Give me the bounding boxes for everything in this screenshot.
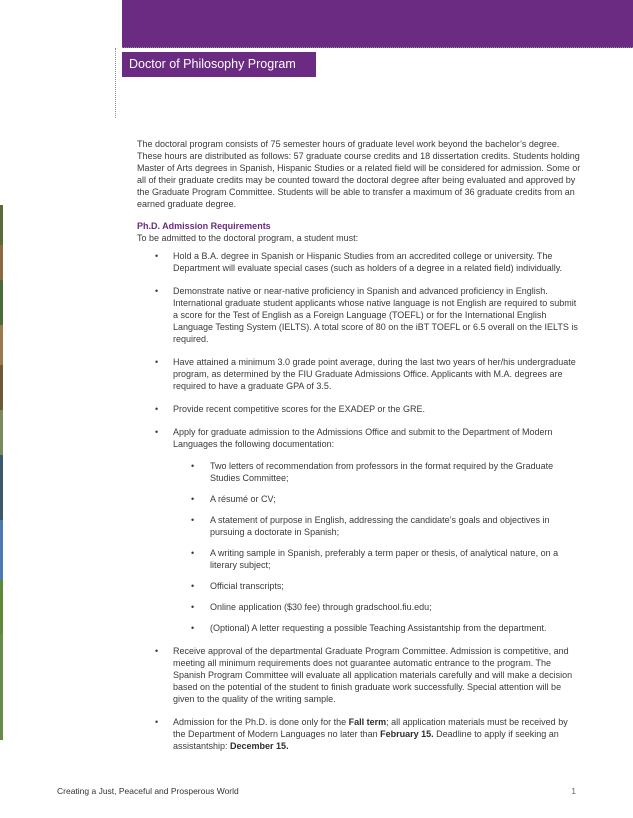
document-item: • A statement of purpose in English, addressing the candidate’s goals and objectives in pursuing a doctorate in Spanish; (173, 514, 582, 538)
section-title: Doctor of Philosophy Program (122, 52, 316, 77)
requirement-item: • Hold a B.A. degree in Spanish or Hispanic Studies from an accredited college or university. The Department will evaluate special cases (such as holders of a degree in a related field) individually. (137, 250, 582, 274)
application-deadline: February 15. (380, 729, 434, 739)
requirement-item: • Receive approval of the departmental Graduate Program Committee. Admission is competitive, and meeting all minimum requirements does not guarantee automatic entrance to the program. The Spanish Program Committee will evaluate all application materials carefully and will make a decision based on the potential of the student to finish graduate work successfully. Special attention will be given to the quality of the writing sample. (137, 645, 582, 705)
documents-list (173, 460, 582, 634)
requirement-item: • Admission for the Ph.D. is done only for the Fall term; all application materials must be received by the Department of Modern Languages no later than February 15. Deadline to apply if seeking an assistantship: December 15. (137, 716, 582, 752)
requirement-item: • Provide recent competitive scores for the EXADEP or the GRE. (137, 403, 582, 415)
document-item: • Official transcripts; (173, 580, 582, 592)
intro-paragraph: The doctoral program consists of 75 semester hours of graduate level work beyond the bachelor’s degree. These hours are distributed as follows: 57 graduate course credits and 18 dissertation credits. Students holding Master of Arts degrees in Spanish, Hispanic Studies or a related field will be considered for admission. Some or all of their graduate credits may be counted toward the doctoral degree after being evaluated and approved by the Graduate Program Committee. Students will be able to transfer a maximum of 36 graduate credits from an earned graduate degree. (137, 139, 581, 209)
document-item: • A résumé or CV; (173, 493, 582, 505)
document-item: • Online application ($30 fee) through gradschool.fiu.edu; (173, 601, 582, 613)
requirement-item: • Apply for graduate admission to the Admissions Office and submit to the Department of Modern Languages the following documentation: • Two letters of recommendation from professors in the format required by the Graduate Studies Committee; • A résumé or CV; • A statement of purpose in English, addressing the candidate’s goals and objectives in pursuing a doctorate in Spanish; • A writing sample in Spanish, preferably a term paper or thesis, of analytical nature, on a literary subject; • Official transcripts; • Online application ($30 fee) through gradschool.fiu.edu; • (Optional) A letter requesting a possible Teaching Assistantship from the department. (137, 426, 582, 634)
assistantship-deadline: December 15. (230, 741, 289, 751)
admission-heading: Ph.D. Admission Requirements (137, 221, 271, 231)
document-item: • Two letters of recommendation from professors in the format required by the Graduate Studies Committee; (173, 460, 582, 484)
main-content (137, 138, 582, 763)
header-banner (122, 0, 633, 48)
requirements-list (137, 250, 582, 752)
requirement-item: • Demonstrate native or near-native proficiency in Spanish and advanced proficiency in English. International graduate student applicants whose native language is not English are required to submit a score for the Test of English as a Foreign Language (TOEFL) or for the International English Language Testing System (IELTS). A total score of 80 on the iBT TOEFL or 6.5 overall on the IELTS is required. (137, 285, 582, 345)
fall-term: Fall term (348, 717, 387, 727)
requirement-item: • Have attained a minimum 3.0 grade point average, during the last two years of her/his undergraduate program, as determined by the FIU Graduate Admissions Office. Applicants with M.A. degrees are required to have a graduate GPA of 3.5. (137, 356, 582, 392)
document-item: • A writing sample in Spanish, preferably a term paper or thesis, of analytical nature, on a literary subject; (173, 547, 582, 571)
margin-rule (115, 48, 116, 118)
footer-tagline: Creating a Just, Peaceful and Prosperous World (57, 786, 239, 796)
page-edge-strip (0, 0, 3, 818)
header-divider (122, 47, 633, 48)
document-item: • (Optional) A letter requesting a possible Teaching Assistantship from the department. (173, 622, 582, 634)
page-number: 1 (571, 786, 576, 796)
admission-lead: To be admitted to the doctoral program, a student must: (137, 233, 359, 243)
